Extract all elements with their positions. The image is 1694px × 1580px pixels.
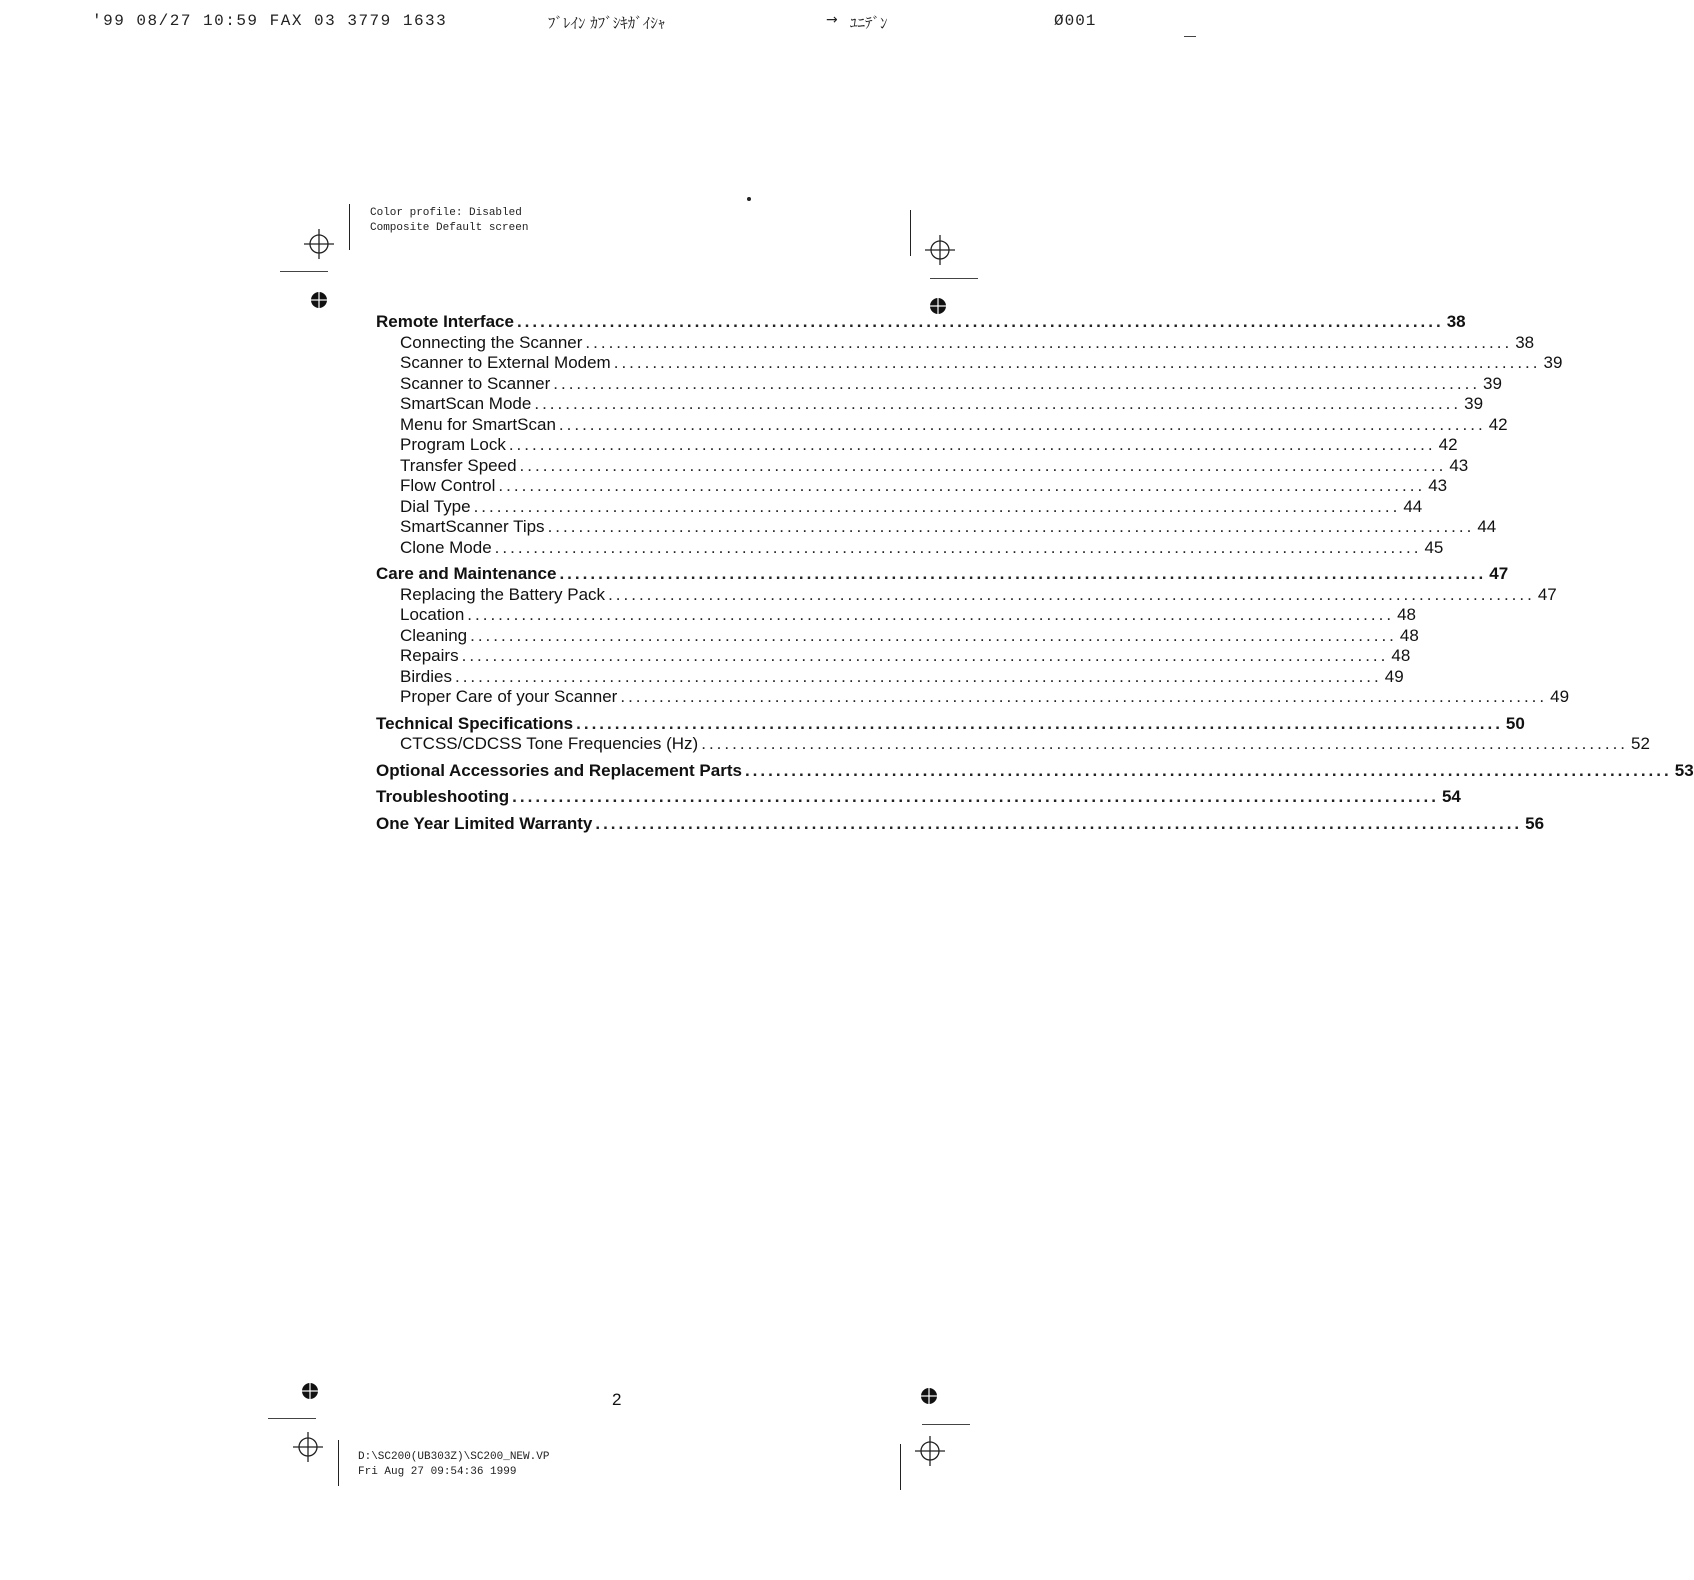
crop-line <box>900 1444 901 1490</box>
fax-header <box>0 12 1224 38</box>
crop-line <box>930 278 978 279</box>
toc-subentry <box>376 455 1469 477</box>
toc-section-entry <box>376 787 1461 808</box>
toc-entry-label: Replacing the Battery Pack <box>400 584 606 604</box>
toc-entry-page: 56 <box>1525 813 1545 833</box>
dot-leader: ........................................................................................................................ <box>461 646 1389 665</box>
toc-entry-page: 42 <box>1488 414 1508 434</box>
toc-entry-label: Troubleshooting <box>376 787 510 806</box>
registration-dot-icon <box>301 1382 319 1400</box>
toc-subentry <box>376 496 1423 518</box>
toc-entry-label: Proper Care of your Scanner <box>400 687 618 706</box>
toc-section-entry <box>376 713 1525 735</box>
dot-leader: ........................................................................................................................ <box>553 373 1481 393</box>
dot-leader: ........................................................................................................................ <box>744 760 1672 780</box>
dot-leader: ........................................................................................................................ <box>558 414 1486 434</box>
registration-mark-icon <box>304 229 334 259</box>
dot-leader: ........................................................................................................................ <box>498 476 1426 495</box>
stray-mark <box>747 197 751 201</box>
toc-entry-label: Clone Mode <box>400 537 492 557</box>
page-number: 2 <box>612 1390 622 1409</box>
dot-leader: ........................................................................................................................ <box>454 666 1382 686</box>
crop-line <box>338 1440 339 1486</box>
toc-subentry <box>376 394 1484 415</box>
fax-recipient-name: ﾕﾆﾃﾞﾝ <box>850 14 888 32</box>
toc-entry-page: 42 <box>1438 435 1458 454</box>
toc-subentry <box>376 625 1419 647</box>
toc-entry-page: 48 <box>1397 605 1416 624</box>
toc-entry-label: Scanner to Scanner <box>400 373 551 393</box>
print-info-top <box>370 206 528 236</box>
dot-leader: ........................................................................................................................ <box>534 394 1462 413</box>
dot-leader: ........................................................................................................................ <box>547 517 1475 536</box>
toc-entry-page: 44 <box>1403 496 1423 516</box>
toc-entry-page: 53 <box>1674 760 1694 780</box>
registration-dot-icon <box>920 1387 938 1405</box>
print-info-bottom <box>358 1450 549 1480</box>
crop-line <box>349 204 350 250</box>
toc-entry-page: 44 <box>1477 517 1497 536</box>
toc-entry-page: 38 <box>1515 332 1535 352</box>
registration-mark-icon <box>925 235 955 265</box>
toc-subentry <box>376 687 1570 708</box>
crop-line <box>910 210 911 256</box>
dot-leader: ........................................................................................................................ <box>701 734 1629 753</box>
toc-subentry <box>376 353 1563 374</box>
dot-leader: ........................................................................................................................ <box>595 813 1523 833</box>
toc-entry-label: Cleaning <box>400 625 468 645</box>
dot-leader: ........................................................................................................................ <box>516 312 1444 331</box>
crop-line <box>922 1424 970 1425</box>
toc-entry-page: 48 <box>1399 625 1419 645</box>
toc-entry-label: Program Lock <box>400 435 506 454</box>
dot-leader: ........................................................................................................................ <box>608 584 1535 604</box>
color-profile-line: Color profile: Disabled <box>370 207 522 219</box>
file-path-line: D:\SC200(UB303Z)\SC200_NEW.VP <box>358 1451 550 1463</box>
toc-entry-page: 38 <box>1446 312 1466 331</box>
dot-leader: ........................................................................................................................ <box>585 332 1513 352</box>
dot-leader: ........................................................................................................................ <box>620 687 1548 706</box>
toc-entry-label: SmartScan Mode <box>400 394 532 413</box>
toc-section-entry <box>376 813 1545 835</box>
toc-entry-page: 49 <box>1384 666 1404 686</box>
table-of-contents <box>376 312 1694 834</box>
toc-entry-label: Optional Accessories and Replacement Parts <box>376 760 742 780</box>
dot-leader: ........................................................................................................................ <box>519 455 1447 475</box>
toc-entry-page: 49 <box>1550 687 1570 706</box>
toc-entry-label: Technical Specifications <box>376 713 574 733</box>
toc-entry-page: 54 <box>1441 787 1461 806</box>
toc-subentry <box>376 517 1497 538</box>
toc-subentry <box>376 414 1508 436</box>
crop-line <box>1184 36 1196 37</box>
fax-sender-name: ﾌﾞﾚｲﾝ ｶﾌﾞｼｷｶﾞｲｼｬ <box>548 14 666 32</box>
toc-entry-label: Connecting the Scanner <box>400 332 583 352</box>
toc-subentry <box>376 584 1557 606</box>
toc-entry-label: Scanner to External Modem <box>400 353 611 372</box>
toc-subentry <box>376 646 1411 667</box>
toc-entry-label: Repairs <box>400 646 459 665</box>
dot-leader: ........................................................................................................................ <box>559 564 1487 583</box>
toc-entry-label: Transfer Speed <box>400 455 517 475</box>
toc-entry-page: 47 <box>1537 584 1557 604</box>
toc-entry-label: Dial Type <box>400 496 471 516</box>
toc-entry-label: Care and Maintenance <box>376 564 557 583</box>
dot-leader: ........................................................................................................................ <box>613 353 1541 372</box>
toc-entry-label: Remote Interface <box>376 312 514 331</box>
toc-entry-page: 45 <box>1424 537 1444 557</box>
toc-entry-page: 47 <box>1489 564 1509 583</box>
crop-line <box>268 1418 316 1419</box>
toc-entry-page: 43 <box>1428 476 1448 495</box>
fax-transmission-info: '99 08/27 10:59 FAX 03 3779 1633 <box>92 12 448 30</box>
dot-leader: ........................................................................................................................ <box>576 713 1503 733</box>
toc-section-entry <box>376 760 1694 782</box>
registration-mark-icon <box>293 1432 323 1462</box>
toc-subentry <box>376 537 1444 559</box>
registration-dot-icon <box>310 291 328 309</box>
dot-leader: ........................................................................................................................ <box>512 787 1439 806</box>
toc-entry-label: CTCSS/CDCSS Tone Frequencies (Hz) <box>400 734 699 753</box>
toc-entry-label: Location <box>400 605 465 624</box>
toc-subentry <box>376 476 1448 497</box>
fax-arrow-icon: → <box>826 12 838 28</box>
toc-section-entry <box>376 564 1509 585</box>
fax-page-counter: Ø001 <box>1054 12 1097 30</box>
toc-subentry <box>376 435 1458 456</box>
toc-entry-label: Birdies <box>400 666 452 686</box>
dot-leader: ........................................................................................................................ <box>467 605 1395 624</box>
toc-entry-page: 52 <box>1631 734 1650 753</box>
toc-entry-page: 48 <box>1391 646 1411 665</box>
dot-leader: ........................................................................................................................ <box>473 496 1401 516</box>
toc-subentry <box>376 332 1535 354</box>
dot-leader: ........................................................................................................................ <box>508 435 1436 454</box>
toc-entry-label: One Year Limited Warranty <box>376 813 593 833</box>
toc-entry-page: 43 <box>1449 455 1469 475</box>
dot-leader: ........................................................................................................................ <box>470 625 1397 645</box>
print-date-line: Fri Aug 27 09:54:36 1999 <box>358 1466 517 1478</box>
toc-entry-label: Menu for SmartScan <box>400 414 556 434</box>
toc-entry-label: SmartScanner Tips <box>400 517 545 536</box>
composite-line: Composite Default screen <box>370 222 529 234</box>
toc-subentry <box>376 373 1502 395</box>
toc-section-entry <box>376 312 1466 333</box>
crop-line <box>280 271 328 272</box>
toc-entry-page: 39 <box>1483 373 1502 393</box>
toc-entry-page: 39 <box>1543 353 1563 372</box>
registration-mark-icon <box>915 1436 945 1466</box>
toc-subentry <box>376 605 1416 626</box>
toc-entry-label: Flow Control <box>400 476 496 495</box>
toc-entry-page: 39 <box>1464 394 1484 413</box>
toc-subentry <box>376 666 1404 688</box>
dot-leader: ........................................................................................................................ <box>494 537 1422 557</box>
toc-entry-page: 50 <box>1505 713 1525 733</box>
toc-subentry <box>376 734 1650 755</box>
